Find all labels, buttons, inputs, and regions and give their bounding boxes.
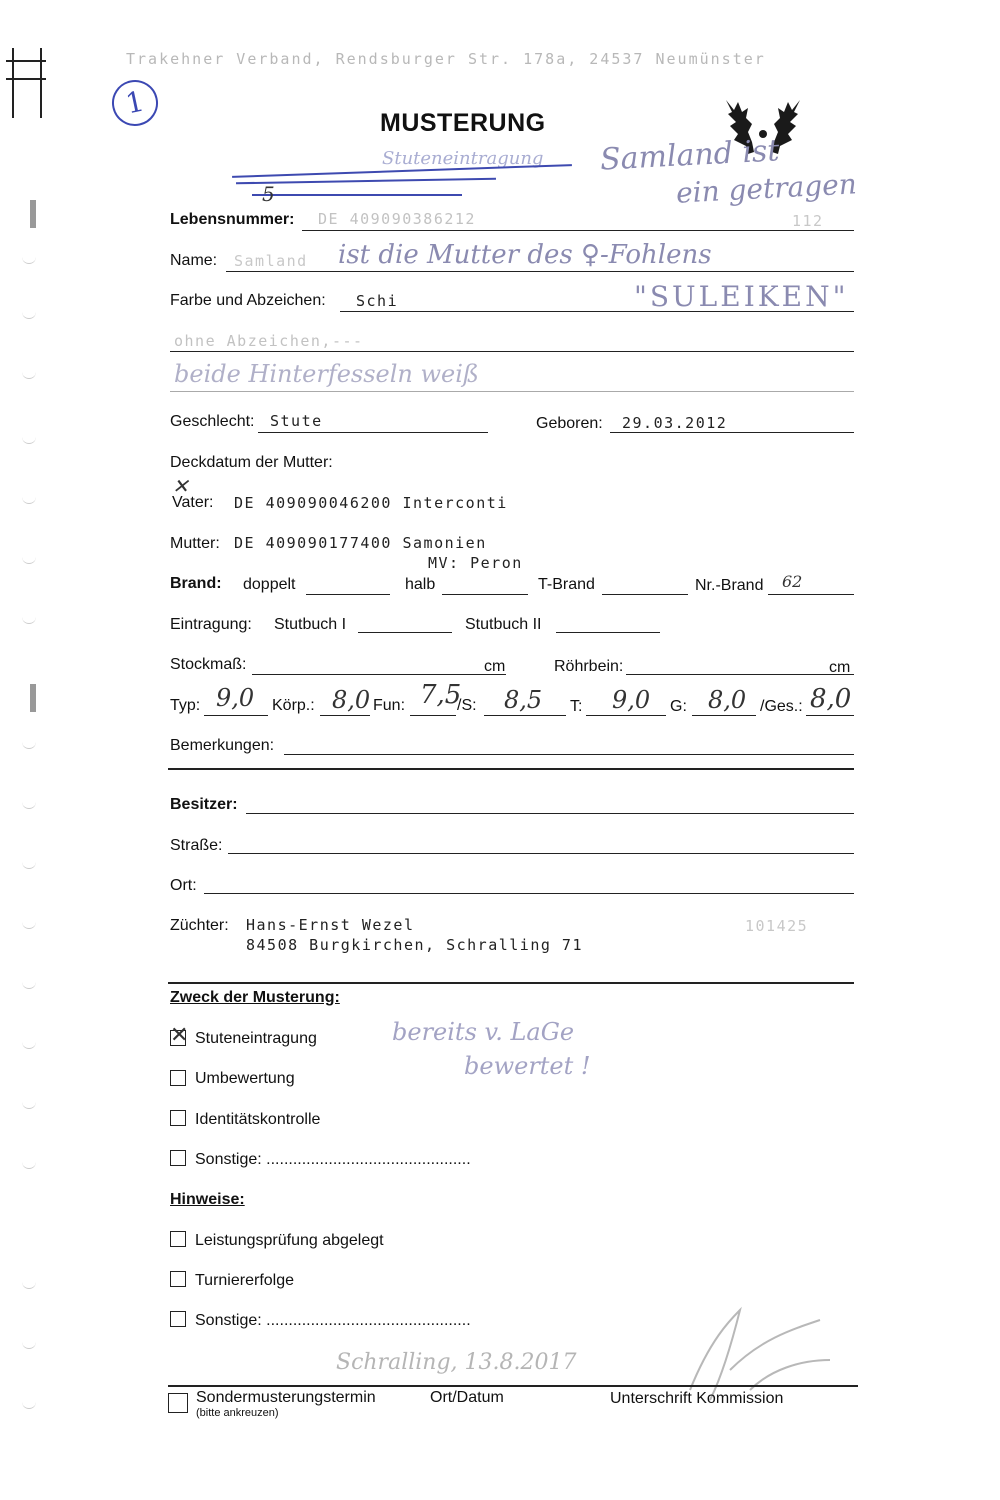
mutter-value: DE 409090177400 Samonien: [234, 534, 487, 552]
zuechter-name: Hans-Ernst Wezel: [246, 916, 415, 934]
geboren-label: Geboren:: [536, 415, 603, 432]
koerp-value: 8,0: [332, 686, 371, 714]
sondermusterung-label: Sondermusterungstermin: [196, 1389, 376, 1406]
stockmass-label: Stockmaß:: [170, 656, 247, 673]
zweck-heading: Zweck der Musterung:: [170, 989, 340, 1006]
handwritten-5: 5: [262, 182, 275, 206]
vater-check-mark: ✕: [172, 474, 189, 498]
stuteneintragung-check-mark: ✕: [170, 1023, 189, 1048]
brand-nr-value: 62: [782, 572, 803, 591]
handwritten-place-date: Schralling, 13.8.2017: [336, 1350, 577, 1375]
s-label: /S:: [457, 697, 477, 714]
geschlecht-label: Geschlecht:: [170, 413, 255, 430]
sondermusterung-checkbox[interactable]: [168, 1393, 188, 1413]
circled-number: 1: [108, 76, 163, 131]
lebensnummer-value: DE 409090386212: [318, 210, 476, 228]
page-title: MUSTERUNG: [380, 109, 546, 137]
umbewertung-label: Umbewertung: [195, 1070, 295, 1087]
binding-bar-icon: [30, 200, 36, 228]
typ-value: 9,0: [216, 684, 255, 712]
fun-value: 7,5: [420, 680, 462, 710]
abzeichen-value: ohne Abzeichen,---: [174, 332, 364, 350]
ort-datum-label: Ort/Datum: [430, 1389, 504, 1406]
binding-clip-icon: [12, 48, 42, 118]
koerp-label: Körp.:: [272, 697, 315, 714]
g-label: G:: [670, 698, 687, 715]
identitaetskontrolle-checkbox[interactable]: [170, 1110, 186, 1126]
handwritten-note-top: Samland ist: [599, 133, 781, 178]
zuechter-number: 101425: [745, 917, 809, 935]
mutter-label: Mutter:: [170, 535, 220, 552]
identitaetskontrolle-label: Identitätskontrolle: [195, 1111, 321, 1128]
roehrbein-unit: cm: [829, 659, 851, 676]
farbe-value: Schi: [356, 292, 399, 310]
zweck-sonstige-label: Sonstige: ..............................................: [195, 1151, 471, 1168]
zuechter-label: Züchter:: [170, 917, 229, 934]
crossed-stamp: [232, 148, 612, 208]
ges-label: /Ges.:: [760, 698, 803, 715]
stamp-text: Stuteneintragung: [382, 148, 544, 169]
stutbuch1-label: Stutbuch I: [274, 616, 347, 633]
mv-value: MV: Peron: [428, 554, 523, 572]
stockmass-unit: cm: [484, 658, 506, 675]
stutbuch2-label: Stutbuch II: [465, 616, 542, 633]
typ-label: Typ:: [170, 697, 201, 714]
brand-halb: halb: [405, 576, 436, 593]
zuechter-address: 84508 Burgkirchen, Schralling 71: [246, 936, 583, 954]
deckdatum-label: Deckdatum der Mutter:: [170, 454, 333, 471]
stuteneintragung-label: Stuteneintragung: [195, 1030, 317, 1047]
vater-value: DE 409090046200 Interconti: [234, 494, 508, 512]
umbewertung-checkbox[interactable]: [170, 1070, 186, 1086]
zweck-sonstige-checkbox[interactable]: [170, 1150, 186, 1166]
ort-label: Ort:: [170, 877, 197, 894]
geboren-value: 29.03.2012: [622, 414, 728, 432]
hinweise-heading: Hinweise:: [170, 1191, 245, 1208]
t-label: T:: [570, 698, 583, 715]
letterhead: Trakehner Verband, Rendsburger Str. 178a, 24537 Neumünster: [126, 50, 766, 68]
lebensnummer-suffix: 112: [792, 212, 824, 230]
name-value: Samland: [234, 252, 308, 270]
brand-label: Brand:: [170, 575, 222, 592]
name-label: Name:: [170, 252, 218, 269]
vater-label: Vater:: [172, 494, 214, 511]
hinweise-sonstige-checkbox[interactable]: [170, 1311, 186, 1327]
strasse-label: Straße:: [170, 837, 223, 854]
handwritten-name-note: ist die Mutter des ♀-Fohlens: [338, 240, 712, 270]
handwritten-farbe-note: "SULEIKEN": [634, 280, 849, 313]
turniererfolge-label: Turniererfolge: [195, 1272, 295, 1289]
handwritten-note-top-2: ein getragen: [675, 167, 858, 210]
geschlecht-value: Stute: [270, 412, 323, 430]
binding-bar-icon: [30, 684, 36, 712]
leistungspruefung-label: Leistungsprüfung abgelegt: [195, 1232, 384, 1249]
bitte-ankreuzen: (bitte ankreuzen): [196, 1407, 279, 1419]
g-value: 8,0: [708, 686, 747, 714]
farbe-label: Farbe und Abzeichen:: [170, 292, 326, 309]
lebensnummer-label: Lebensnummer:: [170, 211, 295, 228]
handwritten-abzeichen-note: beide Hinterfesseln weiß: [174, 360, 479, 388]
brand-doppelt: doppelt: [243, 576, 296, 593]
handwritten-bewertet-note-2: bewertet !: [464, 1052, 591, 1080]
besitzer-label: Besitzer:: [170, 796, 238, 813]
s-value: 8,5: [504, 686, 543, 714]
roehrbein-label: Röhrbein:: [554, 658, 624, 675]
ges-value: 8,0: [810, 684, 852, 714]
leistungspruefung-checkbox[interactable]: [170, 1231, 186, 1247]
handwritten-bewertet-note: bereits v. LaGe: [392, 1018, 575, 1046]
brand-nr: Nr.-Brand: [695, 577, 764, 594]
binding-marks: [0, 0, 60, 1500]
bemerkungen-label: Bemerkungen:: [170, 737, 275, 754]
turniererfolge-checkbox[interactable]: [170, 1271, 186, 1287]
hinweise-sonstige-label: Sonstige: ..............................................: [195, 1312, 471, 1329]
fun-label: Fun:: [373, 697, 406, 714]
eintragung-label: Eintragung:: [170, 616, 252, 633]
brand-t: T-Brand: [538, 576, 595, 593]
unterschrift-label: Unterschrift Kommission: [610, 1390, 784, 1407]
t-value: 9,0: [612, 686, 651, 714]
